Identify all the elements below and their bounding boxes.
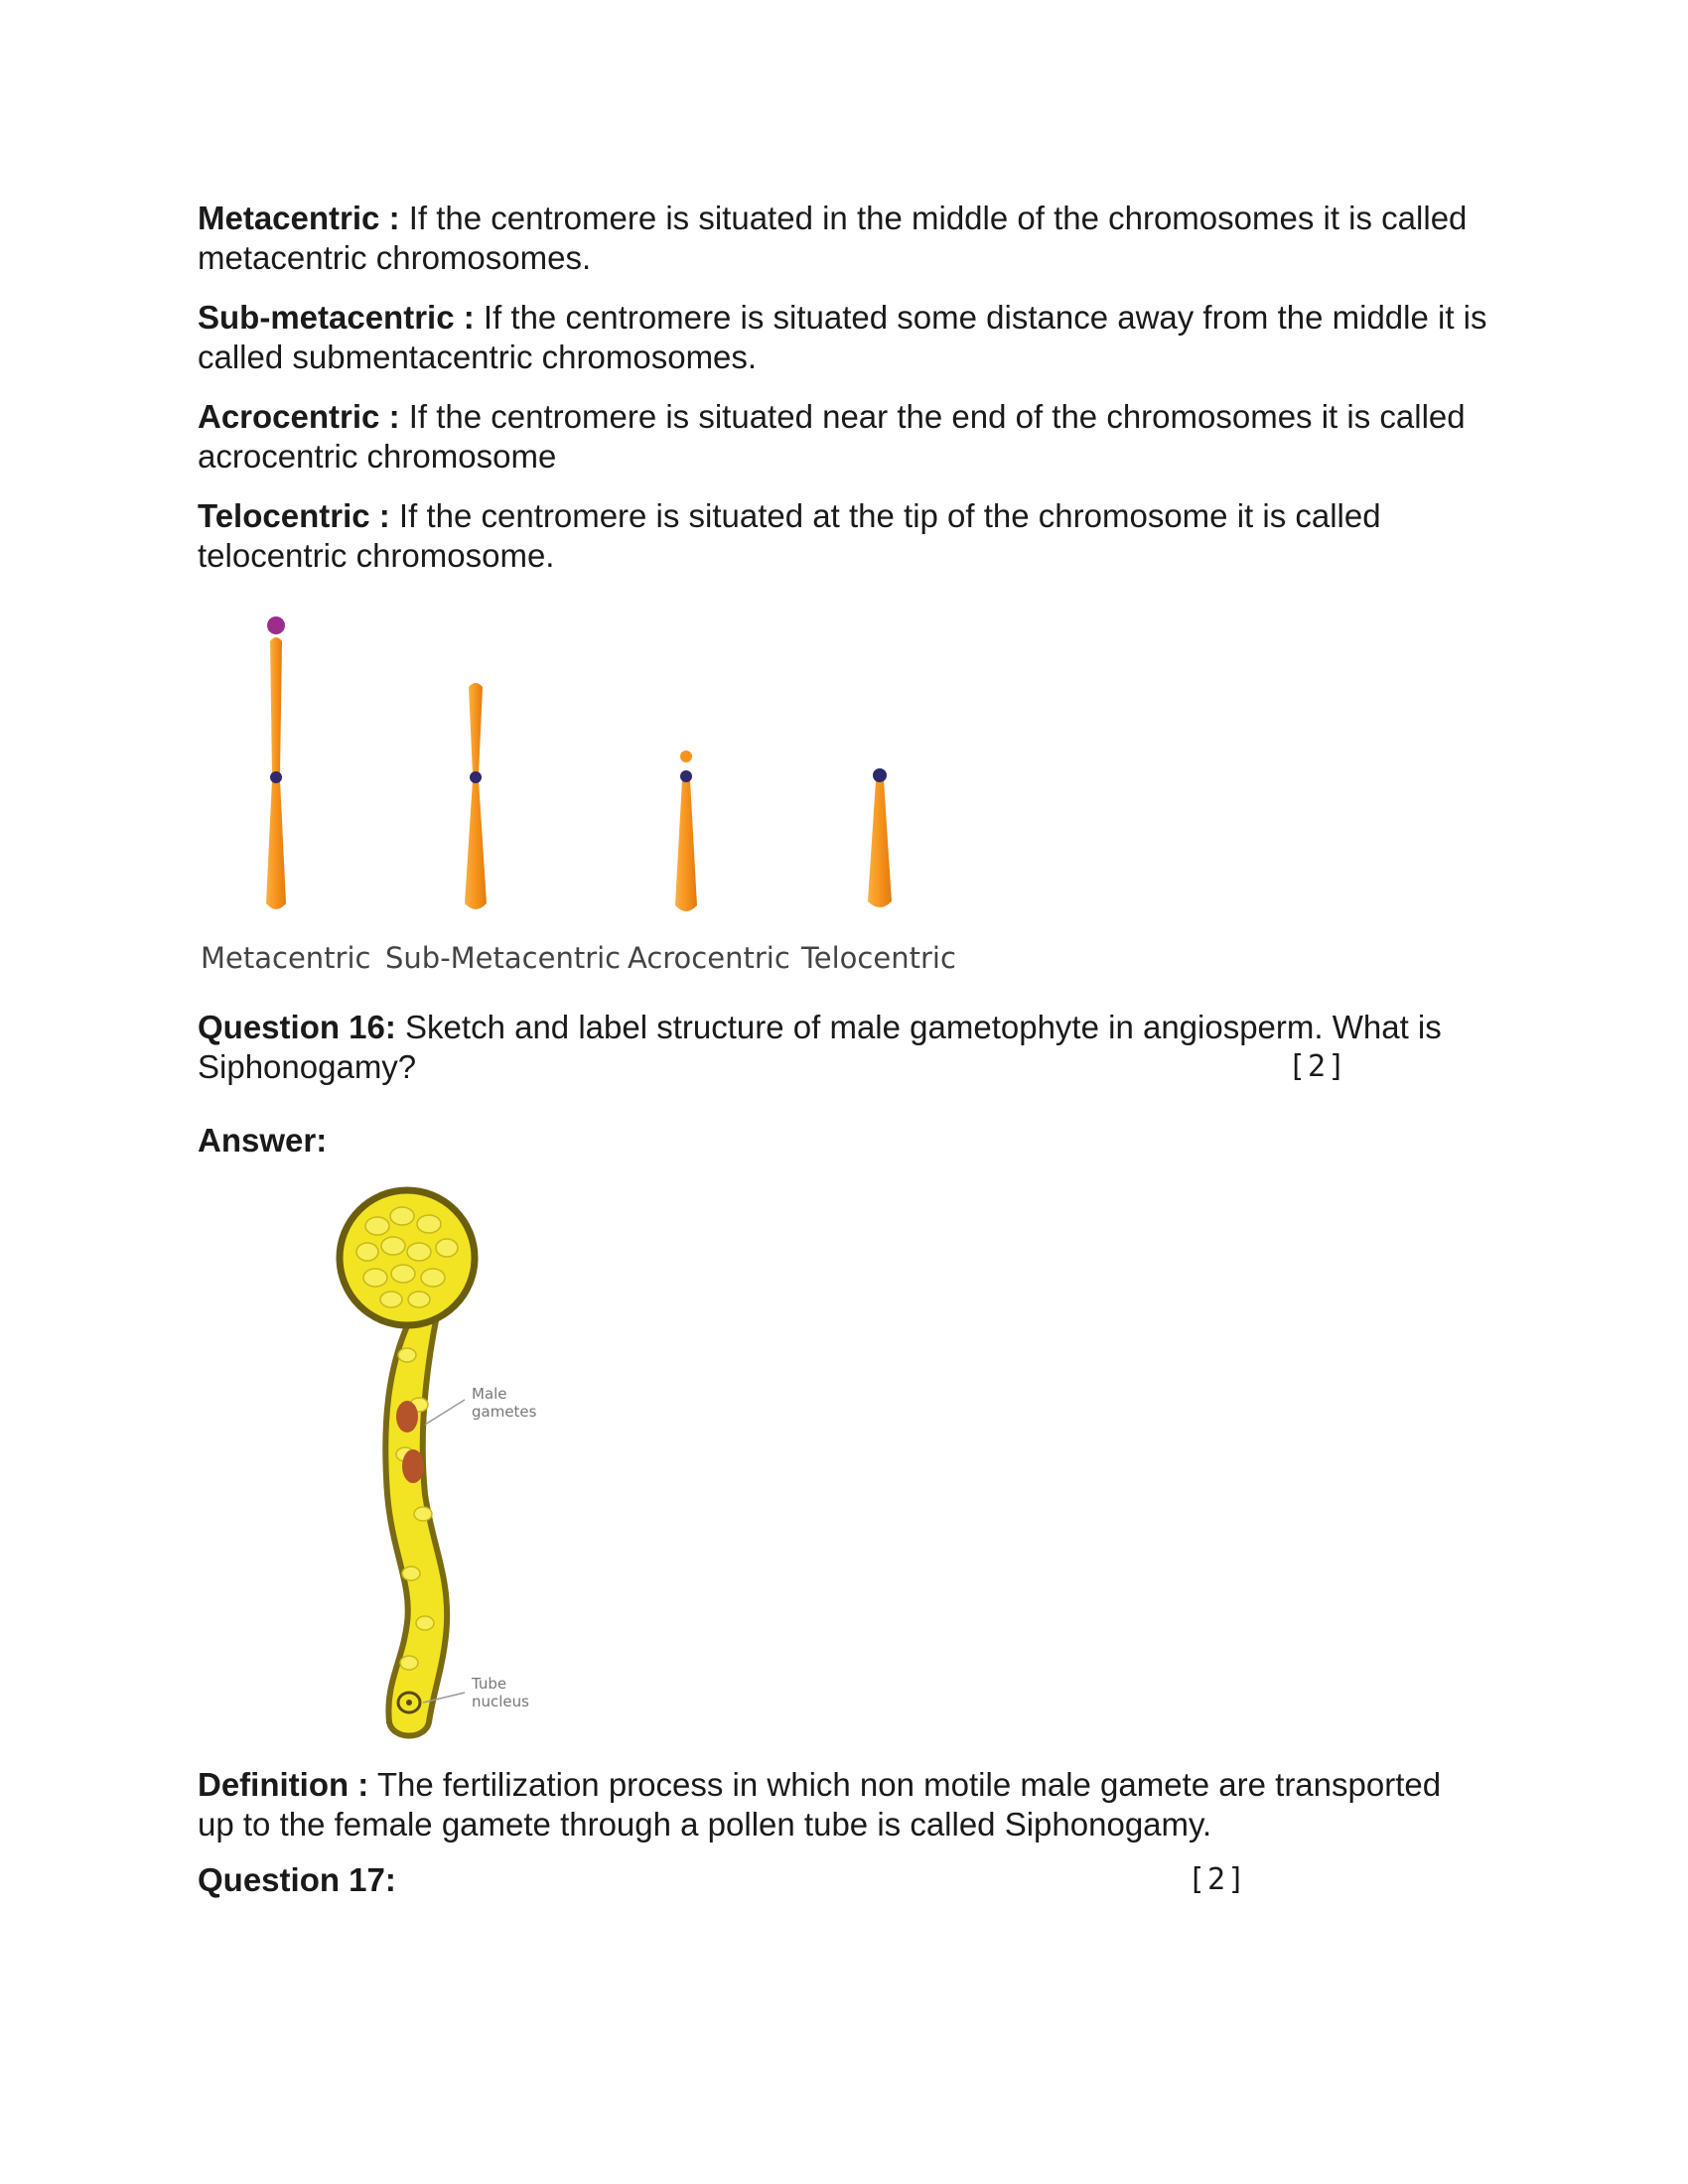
question-16-label: Question 16: bbox=[198, 1009, 396, 1045]
label-telocentric: Telocentric bbox=[801, 941, 956, 975]
centromere bbox=[270, 771, 282, 783]
term-metacentric: Metacentric : bbox=[198, 200, 400, 236]
text-metacentric: If the centromere is situated in the middle of the chromosomes it is called metacentric chromosomes. bbox=[198, 200, 1468, 276]
term-acrocentric: Acrocentric : bbox=[198, 398, 400, 435]
definition-metacentric bbox=[198, 199, 1508, 278]
text-telocentric: If the centromere is situated at the tip of the chromosome it is called telocentric chromosome. bbox=[198, 497, 1381, 574]
male-gamete-1 bbox=[396, 1401, 418, 1433]
text-acrocentric: If the centromere is situated near the end of the chromosomes it is called acrocentric chromosome bbox=[198, 398, 1466, 475]
question-16-text: Sketch and label structure of male gametophyte in angiosperm. What is Siphonogamy? bbox=[198, 1009, 1442, 1085]
chromosome-types-figure bbox=[189, 606, 983, 983]
male-gamete-2 bbox=[402, 1449, 424, 1483]
label-metacentric: Metacentric bbox=[201, 941, 371, 975]
label-tube-nucleus: Tube nucleus bbox=[472, 1675, 529, 1710]
male-gametes-pointer bbox=[425, 1400, 465, 1425]
definition-telocentric bbox=[198, 496, 1508, 576]
definition-term: Definition : bbox=[198, 1766, 369, 1803]
label-male-gametes: Male gametes bbox=[472, 1385, 537, 1421]
label-submetacentric: Sub-Metacentric bbox=[385, 941, 622, 975]
definition-text: The fertilization process in which non motile male gamete are transported up to the female gamete through a pollen tube is called Siphonogamy. bbox=[198, 1766, 1442, 1843]
male-gametophyte-figure bbox=[199, 1166, 655, 1752]
pollen-tube-drawing bbox=[199, 1166, 655, 1752]
acrocentric-chromosome bbox=[675, 751, 697, 911]
siphonogamy-definition bbox=[198, 1765, 1478, 1844]
text-submetacentric: If the centromere is situated some distance away from the middle it is called submentacentric chromosomes. bbox=[198, 299, 1487, 375]
term-submetacentric: Sub-metacentric : bbox=[198, 299, 475, 336]
centromere bbox=[470, 771, 482, 783]
question-16 bbox=[198, 1008, 1459, 1087]
answer-label: Answer: bbox=[198, 1122, 328, 1159]
pollen-tube bbox=[385, 1315, 447, 1736]
metacentric-chromosome bbox=[266, 616, 286, 909]
chromosome-drawing bbox=[189, 606, 983, 933]
question-17-marks: [2] bbox=[1188, 1862, 1248, 1897]
definition-submetacentric bbox=[198, 298, 1508, 377]
centromere bbox=[680, 770, 692, 782]
term-telocentric: Telocentric : bbox=[198, 497, 390, 534]
question-17 bbox=[198, 1860, 1508, 1900]
label-acrocentric: Acrocentric bbox=[628, 941, 790, 975]
question-17-label: Question 17: bbox=[198, 1861, 396, 1898]
satellite bbox=[267, 616, 285, 634]
answer-heading bbox=[198, 1121, 1508, 1160]
submetacentric-chromosome bbox=[465, 683, 487, 909]
definition-acrocentric bbox=[198, 397, 1508, 477]
centromere bbox=[873, 768, 887, 782]
telocentric-chromosome bbox=[868, 768, 892, 907]
question-16-marks: [2] bbox=[1288, 1049, 1348, 1084]
